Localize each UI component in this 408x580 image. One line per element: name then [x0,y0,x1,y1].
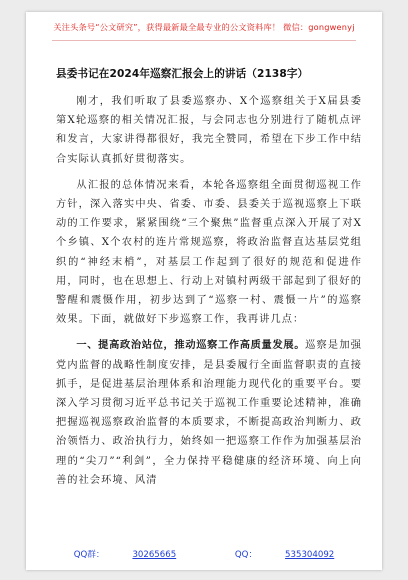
qq-number[interactable]: 535304092 [285,550,335,560]
paragraph-section-1 [56,336,362,490]
qq-group-label: QQ群： [73,550,105,560]
footer-qq [221,550,348,560]
footer-contact [26,548,382,560]
document-page [26,12,382,570]
paragraph-intro: 刚才，我们听取了县委巡察办、X个巡察组关于X届县委第X轮巡察的相关情况汇报，与会同志也分别进行了随机点评和发言，大家讲得都很好，我完全赞同，希望在下步工作中结合实际认真抓好贯彻落实。 [56,96,362,165]
document-body [56,92,362,490]
section-1-text: 巡察是加强党内监督的战略性制度安排，是县委履行全面监督职责的直接抓手，是促进基层治理体系和治理能力现代化的重要平台。要深入学习贯彻习近平总书记关于巡视工作重要论述精神，准确把握巡视巡察政治监督的本质要求，不断提高政治判断力、政治领悟力、政治执行力，始终如一把巡察工作作为加强基层治理的“尖刀”“利剑”，全力保持平稳健康的经济环境、向上向善的社会环境、风清 [56,340,362,486]
header-divider [52,40,356,41]
qq-label: QQ： [234,550,258,560]
section-1-heading: 一、提高政治站位，推动巡察工作高质量发展。 [76,340,306,352]
document-title: 县委书记在2024年巡察汇报会上的讲话（2138字） [56,68,309,80]
header-promo-text: 关注头条号“公文研究”，获得最新最全最专业的公文资料库！ 微信：gongwenyj [53,22,355,32]
paragraph-summary: 从汇报的总体情况来看，本轮各巡察组全面贯彻巡视工作方针，深入落实中央、省委、市委、县委关于巡视巡察上下联动的工作要求，紧紧围绕“三个聚焦”监督重点深入开展了对X个乡镇、X个农村的连片常规巡察，将政治监督直达基层党组织的“神经末梢”，对基层工作起到了很好的规范和促进作用，同时，也在思想上、行动上对镇村两级干部起到了很好的警醒和震慑作用，初步达到了“巡察一村、震慑一片”的巡察效果。下面，就做好下步巡察工作，我再讲几点： [56,179,362,326]
footer-qq-group [60,550,190,560]
qq-group-number[interactable]: 30265665 [132,550,177,560]
